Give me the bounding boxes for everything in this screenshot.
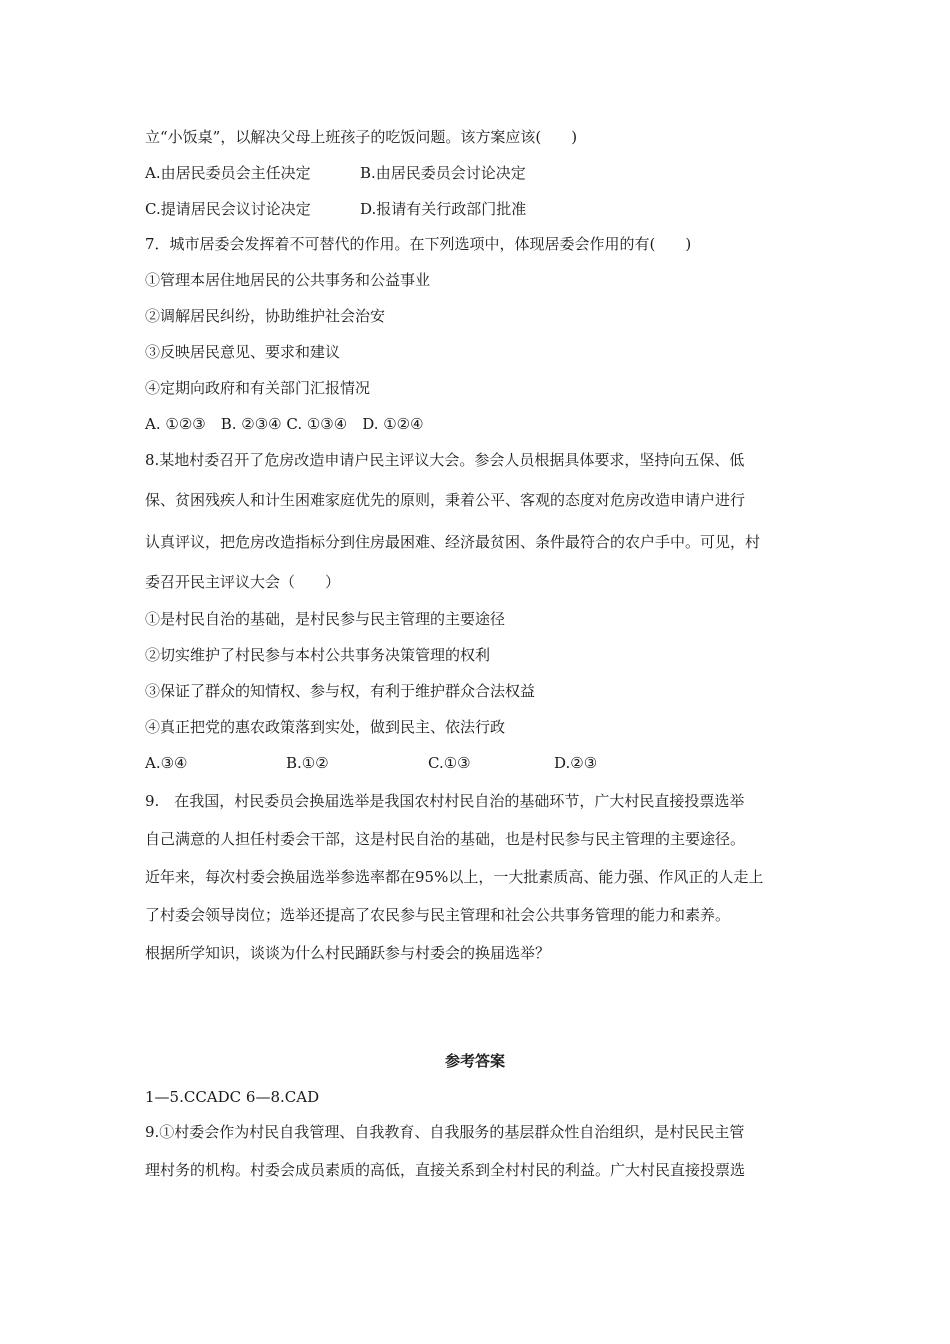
q9-line: 9. 在我国，村民委员会换届选举是我国农村村民自治的基础环节，广大村民直接投票选举 bbox=[145, 792, 745, 810]
q7-item: ④定期向政府和有关部门汇报情况 bbox=[145, 379, 371, 397]
q6-option-c: C.提请居民会议讨论决定 bbox=[145, 200, 311, 218]
q7-item: ③反映居民意见、要求和建议 bbox=[145, 343, 341, 361]
q9-line: 自己满意的人担任村委会干部，这是村民自治的基础，也是村民参与民主管理的主要途径。 bbox=[145, 830, 746, 848]
q9-line: 近年来，每次村委会换届选举参选率都在95%以上，一大批素质高、能力强、作风正的人走上 bbox=[145, 868, 764, 886]
q6-option-d: D.报请有关行政部门批准 bbox=[360, 200, 527, 218]
q6-option-b: B.由居民委员会讨论决定 bbox=[360, 164, 526, 182]
q6-option-a: A.由居民委员会主任决定 bbox=[145, 164, 311, 182]
q8-option-b: B.①② bbox=[286, 754, 329, 772]
q7-item: ②调解居民纠纷，协助维护社会治安 bbox=[145, 307, 386, 325]
q8-stem-line: 委召开民主评议大会（ ） bbox=[145, 573, 341, 591]
q7-options: A. ①②③ B. ②③④ C. ①③④ D. ①②④ bbox=[145, 415, 424, 433]
q8-stem-line: 保、贫困残疾人和计生困难家庭优先的原则，秉着公平、客观的态度对危房改造申请户进行 bbox=[145, 491, 746, 509]
q8-item: ③保证了群众的知情权、参与权，有利于维护群众合法权益 bbox=[145, 682, 536, 700]
q8-option-c: C.①③ bbox=[428, 754, 471, 772]
q6-stem: 立“小饭桌”，以解决父母上班孩子的吃饭问题。该方案应该( ) bbox=[145, 128, 578, 146]
q6-options-row-2 bbox=[145, 199, 526, 219]
q7-stem: 7．城市居委会发挥着不可替代的作用。在下列选项中，体现居委会作用的有( ) bbox=[145, 235, 692, 253]
q8-item: ④真正把党的惠农政策落到实处，做到民主、依法行政 bbox=[145, 718, 506, 736]
q8-item: ①是村民自治的基础，是村民参与民主管理的主要途径 bbox=[145, 610, 506, 628]
q6-options-row-1 bbox=[145, 163, 526, 183]
answers-q9-line: 理村务的机构。村委会成员素质的高低，直接关系到全村村民的利益。广大村民直接投票选 bbox=[145, 1161, 746, 1179]
q9-line: 了村委会领导岗位；选举还提高了农民参与民主管理和社会公共事务管理的能力和素养。 bbox=[145, 906, 731, 924]
q9-line: 根据所学知识，谈谈为什么村民踊跃参与村委会的换届选举？ bbox=[145, 944, 551, 962]
q8-stem-line: 8.某地村委召开了危房改造申请户民主评议大会。参会人员根据具体要求，坚持向五保、低 bbox=[145, 451, 745, 469]
q8-options bbox=[145, 753, 597, 773]
q8-option-a: A.③④ bbox=[145, 754, 188, 772]
answers-title: 参考答案 bbox=[444, 1052, 505, 1070]
answers-choice: 1—5.CCADC 6—8.CAD bbox=[145, 1088, 320, 1106]
q8-item: ②切实维护了村民参与本村公共事务决策管理的权利 bbox=[145, 646, 491, 664]
q7-item: ①管理本居住地居民的公共事务和公益事业 bbox=[145, 271, 431, 289]
answers-q9-line: 9.①村委会作为村民自我管理、自我教育、自我服务的基层群众性自治组织，是村民民主管 bbox=[145, 1123, 745, 1141]
q8-option-d: D.②③ bbox=[554, 754, 598, 772]
q8-stem-line: 认真评议，把危房改造指标分到住房最困难、经济最贫困、条件最符合的农户手中。可见，村 bbox=[145, 533, 761, 551]
